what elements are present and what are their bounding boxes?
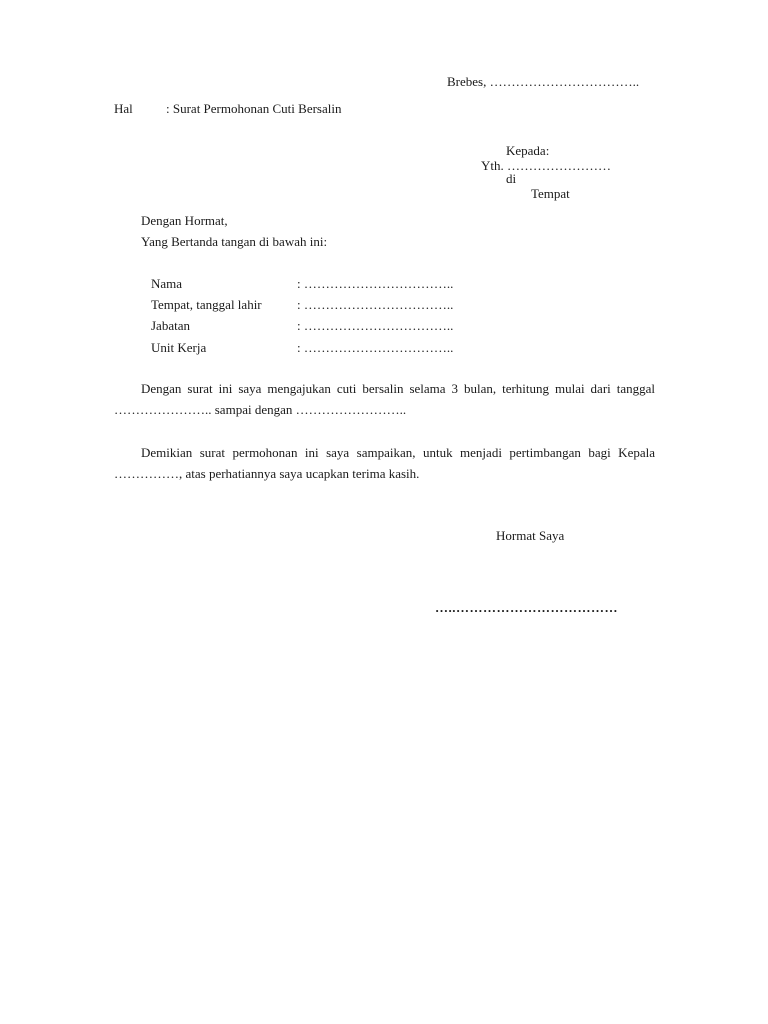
field-label-jabatan: Jabatan bbox=[151, 318, 190, 333]
recipient-kepada: Kepada: bbox=[506, 143, 550, 158]
intro-line: Yang Bertanda tangan di bawah ini: bbox=[141, 234, 328, 249]
body-paragraph-closing: Demikian surat permohonan ini saya sampaikan, untuk menjadi pertimbangan bagi Kepala ……………, atas perhatiannya saya ucapkan terima kasih. bbox=[114, 445, 655, 481]
city-date: Brebes, …………………………….. bbox=[447, 74, 640, 89]
body-paragraph-request: Dengan surat ini saya mengajukan cuti bersalin selama 3 bulan, terhitung mulai dari tanggal ………………….. sampai dengan …………………….. bbox=[114, 381, 655, 417]
field-label-unit-kerja: Unit Kerja bbox=[151, 340, 207, 355]
recipient-yth: Yth. …………………… bbox=[481, 158, 611, 173]
field-value-jabatan: : …………………………….. bbox=[297, 318, 454, 333]
recipient-tempat: Tempat bbox=[531, 186, 570, 201]
field-value-nama: : …………………………….. bbox=[297, 276, 454, 291]
field-value-ttl: : …………………………….. bbox=[297, 297, 454, 312]
signature-line: …..……………………………… bbox=[435, 600, 618, 615]
recipient-di: di bbox=[506, 171, 517, 186]
field-value-unit-kerja: : …………………………….. bbox=[297, 340, 454, 355]
field-label-nama: Nama bbox=[151, 276, 183, 291]
field-label-ttl: Tempat, tanggal lahir bbox=[151, 297, 262, 312]
subject-label: Hal bbox=[114, 101, 133, 116]
greeting: Dengan Hormat, bbox=[141, 213, 228, 228]
closing-salutation: Hormat Saya bbox=[496, 528, 565, 543]
subject-value: : Surat Permohonan Cuti Bersalin bbox=[166, 101, 342, 116]
